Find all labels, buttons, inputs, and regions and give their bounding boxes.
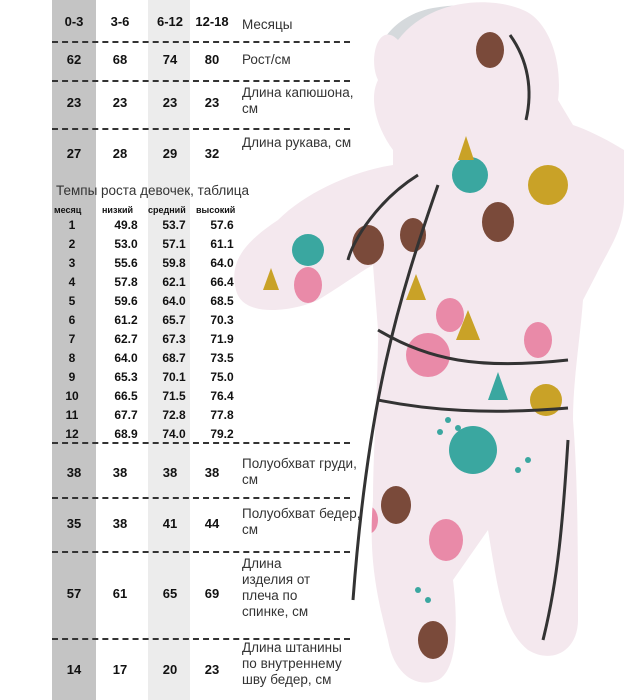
growth-cell: 71.5 (162, 389, 186, 403)
row-divider (52, 442, 350, 444)
growth-cell: 75.0 (210, 370, 234, 384)
size-cell: 14 (66, 662, 82, 677)
growth-cell: 1 (68, 218, 76, 232)
growth-cell: 55.6 (114, 256, 138, 270)
growth-cell: 9 (68, 370, 76, 384)
growth-cell: 65.3 (114, 370, 138, 384)
size-cell: 68 (112, 52, 128, 67)
growth-cell: 49.8 (114, 218, 138, 232)
size-cell: 23 (112, 95, 128, 110)
growth-cell: 68.7 (162, 351, 186, 365)
row-divider (52, 497, 350, 499)
size-row-label: Месяцы (242, 17, 293, 32)
size-cell: 62 (66, 52, 82, 67)
growth-cell: 53.7 (162, 218, 186, 232)
row-divider (52, 128, 350, 130)
growth-cell: 59.8 (162, 256, 186, 270)
row-divider (52, 80, 350, 82)
growth-row (52, 218, 252, 236)
size-cell: 80 (204, 52, 220, 67)
growth-cell: 3 (68, 256, 76, 270)
growth-cell: 62.1 (162, 275, 186, 289)
size-cell: 44 (204, 516, 220, 531)
growth-cell: 64.0 (210, 256, 234, 270)
growth-row (52, 332, 252, 350)
size-cell: 17 (112, 662, 128, 677)
size-cell: 38 (66, 465, 82, 480)
size-cell: 41 (162, 516, 178, 531)
row-divider (52, 41, 350, 43)
growth-cell: 73.5 (210, 351, 234, 365)
size-cell: 38 (112, 465, 128, 480)
growth-cell: 68.9 (114, 427, 138, 441)
growth-header-mid: средний (148, 205, 186, 215)
row-divider (52, 551, 350, 553)
size-cell: 23 (204, 95, 220, 110)
size-cell: 69 (204, 586, 220, 601)
size-row-label: Длина рукава, см (242, 135, 352, 150)
size-cell: 20 (162, 662, 178, 677)
growth-header-high: высокий (196, 205, 236, 215)
growth-cell: 5 (68, 294, 76, 308)
growth-cell: 67.7 (114, 408, 138, 422)
growth-cell: 74.0 (162, 427, 186, 441)
growth-cell: 64.0 (162, 294, 186, 308)
growth-cell: 67.3 (162, 332, 186, 346)
size-cell: 57 (66, 586, 82, 601)
growth-cell: 11 (65, 408, 79, 422)
growth-cell: 57.8 (114, 275, 138, 289)
growth-cell: 6 (68, 313, 76, 327)
size-cell: 38 (112, 516, 128, 531)
growth-cell: 61.1 (210, 237, 234, 251)
growth-row (52, 351, 252, 369)
growth-table-title: Темпы роста девочек, таблица (56, 183, 249, 198)
growth-cell: 76.4 (210, 389, 234, 403)
growth-cell: 71.9 (210, 332, 234, 346)
size-cell: 61 (112, 586, 128, 601)
growth-row (52, 237, 252, 255)
size-cell: 29 (162, 146, 178, 161)
size-cell: 12-18 (195, 14, 229, 29)
growth-cell: 66.5 (114, 389, 138, 403)
growth-cell: 65.7 (162, 313, 186, 327)
growth-row (52, 370, 252, 388)
growth-cell: 8 (68, 351, 76, 365)
size-cell: 32 (204, 146, 220, 161)
growth-cell: 4 (68, 275, 76, 289)
size-cell: 28 (112, 146, 128, 161)
size-row-label: Длина капюшона, см (242, 85, 354, 116)
growth-cell: 79.2 (210, 427, 234, 441)
size-cell: 3-6 (110, 14, 130, 29)
growth-cell: 72.8 (162, 408, 186, 422)
size-cell: 38 (204, 465, 220, 480)
growth-cell: 66.4 (210, 275, 234, 289)
growth-cell: 57.1 (162, 237, 186, 251)
size-row-label: Длина изделия от плеча по спинке, см (242, 556, 311, 619)
growth-header-month: месяц (54, 205, 82, 215)
size-row-label: Полуобхват груди, см (242, 456, 357, 487)
growth-cell: 59.6 (114, 294, 138, 308)
size-row-label: Полуобхват бедер, см (242, 506, 361, 537)
growth-cell: 10 (65, 389, 79, 403)
size-cell: 23 (66, 95, 82, 110)
growth-cell: 77.8 (210, 408, 234, 422)
growth-row (52, 294, 252, 312)
growth-cell: 61.2 (114, 313, 138, 327)
size-cell: 74 (162, 52, 178, 67)
size-row-label: Длина штанины по внутреннему шву бедер, см (242, 640, 342, 687)
growth-row (52, 389, 252, 407)
size-row-label: Рост/см (242, 52, 291, 67)
size-cell: 23 (204, 662, 220, 677)
growth-cell: 57.6 (210, 218, 234, 232)
growth-row (52, 313, 252, 331)
growth-cell: 68.5 (210, 294, 234, 308)
growth-cell: 70.1 (162, 370, 186, 384)
growth-row (52, 275, 252, 293)
growth-header-low: низкий (102, 205, 134, 215)
growth-cell: 64.0 (114, 351, 138, 365)
growth-cell: 2 (68, 237, 76, 251)
growth-cell: 70.3 (210, 313, 234, 327)
growth-cell: 62.7 (114, 332, 138, 346)
size-cell: 23 (162, 95, 178, 110)
size-cell: 38 (162, 465, 178, 480)
growth-row (52, 256, 252, 274)
growth-cell: 53.0 (114, 237, 138, 251)
size-cell: 27 (66, 146, 82, 161)
growth-cell: 7 (68, 332, 76, 346)
size-cell: 6-12 (156, 14, 184, 29)
growth-cell: 12 (65, 427, 79, 441)
size-cell: 65 (162, 586, 178, 601)
size-cell: 0-3 (64, 14, 84, 29)
growth-row (52, 408, 252, 426)
size-cell: 35 (66, 516, 82, 531)
